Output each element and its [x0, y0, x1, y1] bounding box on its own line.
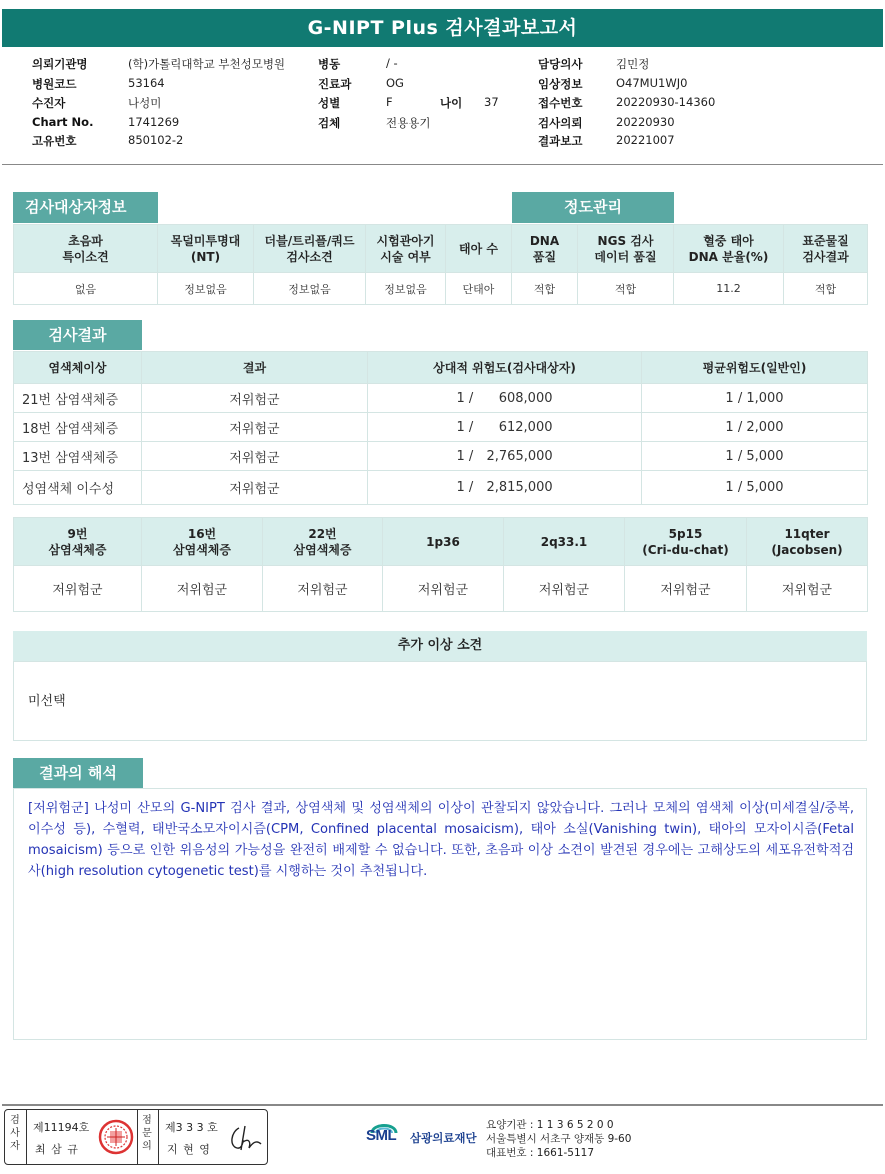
qc-header-screening: 더블/트리플/쿼드 검사소견 [254, 225, 366, 273]
micro-header-t16: 16번 삼염색체증 [142, 518, 263, 566]
info-value: 20220930-14360 [616, 95, 716, 109]
info-value: O47MU1WJ0 [616, 76, 688, 90]
info-value: 1741269 [128, 115, 180, 129]
qc-header-ultrasound: 초음파 특이소견 [14, 225, 158, 273]
result-value: 저위험군 [142, 442, 368, 471]
result-name: 성염색체 이수성 [14, 471, 142, 505]
info-row [0, 95, 885, 113]
info-label: 진료과 [318, 77, 352, 91]
section-subject-info: 검사대상자정보 [13, 192, 158, 223]
age-label: 나이 [440, 96, 463, 110]
result-name: 13번 삼염색체증 [14, 442, 142, 471]
micro-value: 저위험군 [14, 566, 142, 612]
confirmer-name: 지 현 영 [167, 1143, 211, 1156]
info-label: 담당의사 [538, 57, 583, 71]
info-row [0, 76, 885, 94]
micro-value: 저위험군 [142, 566, 263, 612]
result-average-risk: 1 / 1,000 [642, 384, 868, 413]
info-value: / - [386, 56, 398, 70]
result-value: 저위험군 [142, 384, 368, 413]
age-value: 37 [484, 95, 499, 109]
qc-value: 정보없음 [158, 273, 254, 305]
result-header-row [14, 352, 868, 384]
org-info [486, 1118, 631, 1160]
inspector-number: 제11194호 [33, 1121, 90, 1134]
micro-header-t22: 22번 삼염색체증 [263, 518, 383, 566]
result-average-risk: 1 / 5,000 [642, 471, 868, 505]
info-label: 임상정보 [538, 77, 583, 91]
org-info-line: 대표번호 : 1661-5117 [486, 1147, 595, 1159]
footer-divider [2, 1104, 883, 1106]
qc-value: 정보없음 [254, 273, 366, 305]
info-value: F [386, 95, 393, 109]
info-label: 성별 [318, 96, 341, 110]
info-value: 나성미 [128, 96, 162, 110]
info-label: Chart No. [32, 115, 94, 129]
result-header-relative-risk: 상대적 위험도(검사대상자) [368, 352, 642, 384]
micro-header-1p36: 1p36 [383, 518, 504, 566]
org-name: 삼광의료재단 [410, 1131, 477, 1145]
qc-header-nt: 목덜미투명대 (NT) [158, 225, 254, 273]
org-info-line: 서울특별시 서초구 양재동 9-60 [486, 1133, 632, 1145]
qc-value: 단태아 [446, 273, 512, 305]
info-value: 850102-2 [128, 133, 184, 147]
confirmer-number: 제3 3 3 호 [165, 1121, 218, 1134]
patient-info [0, 54, 885, 166]
extra-findings-value: 미선택 [13, 661, 867, 741]
report-title: G-NIPT Plus 검사결과보고서 [2, 9, 883, 47]
inspector-label: 검 사 자 [10, 1115, 20, 1152]
info-value: OG [386, 76, 404, 90]
confirmer-label: 점 문 의 [142, 1115, 152, 1152]
micro-value: 저위험군 [383, 566, 504, 612]
result-row [14, 413, 868, 442]
qc-value-row [14, 273, 868, 305]
micro-header-t9: 9번 삼염색체증 [14, 518, 142, 566]
info-label: 병원코드 [32, 77, 77, 91]
info-label: 검체 [318, 116, 341, 130]
qc-header-fetal-fraction: 혈중 태아 DNA 분율(%) [674, 225, 784, 273]
micro-value-row [14, 566, 868, 612]
info-label: 접수번호 [538, 96, 583, 110]
divider [158, 1110, 159, 1164]
result-name: 21번 삼염색체증 [14, 384, 142, 413]
qc-header-ivf: 시험관아기 시술 여부 [366, 225, 446, 273]
extra-findings-title: 추가 이상 소견 [13, 631, 867, 661]
qc-header-ngs-quality: NGS 검사 데이터 품질 [578, 225, 674, 273]
divider [137, 1110, 138, 1164]
interpretation-text: [저위험군] 나성미 산모의 G-NIPT 검사 결과, 상염색체 및 성염색체의 이상이 관찰되지 않았습니다. 그러나 모체의 염색체 이상(미세결실/중복, 이수성 등), 수혈력, 태반국소모자이시즘(CPM, Confined placental mosaicism), 태아 소실(Vanishing twin), 태아의 모자이시즘(Fetal mosaicism) 등으로 인한 위음성의 가능성을 완전히 배제할 수 없습니다. 또한, 초음파 이상 소견이 발견된 경우에는 고해상도의 세포유전학적검사(high resolution cytogenetic test)를 시행하는 것이 추천됩니다. [13, 788, 867, 1040]
result-relative-risk: 1 / 2,815,000 [368, 471, 642, 505]
section-quality-control: 정도관리 [512, 192, 674, 223]
info-row [0, 115, 885, 133]
info-value: 전용용기 [386, 116, 431, 130]
qc-header-dna-quality: DNA 품질 [512, 225, 578, 273]
info-value: 20221007 [616, 133, 675, 147]
result-average-risk: 1 / 2,000 [642, 413, 868, 442]
result-header-abnormality: 염색체이상 [14, 352, 142, 384]
result-row [14, 471, 868, 505]
signature-box [4, 1109, 268, 1165]
stamp-icon [97, 1118, 135, 1159]
sml-logo-text: SML [366, 1127, 397, 1144]
micro-header-row [14, 518, 868, 566]
info-label: 결과보고 [538, 134, 583, 148]
qc-value: 적합 [512, 273, 578, 305]
micro-value: 저위험군 [625, 566, 747, 612]
qc-table [13, 224, 868, 305]
qc-value: 없음 [14, 273, 158, 305]
info-value: 20220930 [616, 115, 675, 129]
result-average-risk: 1 / 5,000 [642, 442, 868, 471]
qc-header-fetus-count: 태아 수 [446, 225, 512, 273]
result-value: 저위험군 [142, 471, 368, 505]
result-header-result: 결과 [142, 352, 368, 384]
micro-header-11qter: 11qter (Jacobsen) [747, 518, 868, 566]
qc-value: 적합 [578, 273, 674, 305]
micro-value: 저위험군 [504, 566, 625, 612]
qc-value: 11.2 [674, 273, 784, 305]
info-label: 고유번호 [32, 134, 77, 148]
result-relative-risk: 1 / 608,000 [368, 384, 642, 413]
info-label: 검사의뢰 [538, 116, 583, 130]
result-row [14, 384, 868, 413]
info-label: 수진자 [32, 96, 66, 110]
info-label: 의뢰기관명 [32, 57, 88, 71]
section-interpretation: 결과의 해석 [13, 758, 143, 788]
micro-value: 저위험군 [263, 566, 383, 612]
info-value: (학)가톨릭대학교 부천성모병원 [128, 57, 286, 71]
info-value: 김민정 [616, 57, 650, 71]
org-info-line: 요양기관 : 1 1 3 6 5 2 0 0 [486, 1119, 614, 1131]
signature-icon [225, 1122, 265, 1159]
result-relative-risk: 1 / 2,765,000 [368, 442, 642, 471]
info-value: 53164 [128, 76, 165, 90]
inspector-name: 최 삼 규 [35, 1143, 79, 1156]
micro-header-5p15: 5p15 (Cri-du-chat) [625, 518, 747, 566]
qc-header-row [14, 225, 868, 273]
qc-value: 적합 [784, 273, 868, 305]
result-header-average-risk: 평균위험도(일반인) [642, 352, 868, 384]
result-value: 저위험군 [142, 413, 368, 442]
micro-value: 저위험군 [747, 566, 868, 612]
qc-header-reference: 표준물질 검사결과 [784, 225, 868, 273]
result-row [14, 442, 868, 471]
divider [2, 164, 883, 165]
result-name: 18번 삼염색체증 [14, 413, 142, 442]
info-label: 병동 [318, 57, 341, 71]
microdeletion-table [13, 517, 868, 612]
section-test-results: 검사결과 [13, 320, 142, 350]
result-relative-risk: 1 / 612,000 [368, 413, 642, 442]
result-table [13, 351, 868, 505]
info-row [0, 56, 885, 74]
divider [26, 1110, 27, 1164]
micro-header-2q33: 2q33.1 [504, 518, 625, 566]
info-row [0, 133, 885, 151]
qc-value: 정보없음 [366, 273, 446, 305]
